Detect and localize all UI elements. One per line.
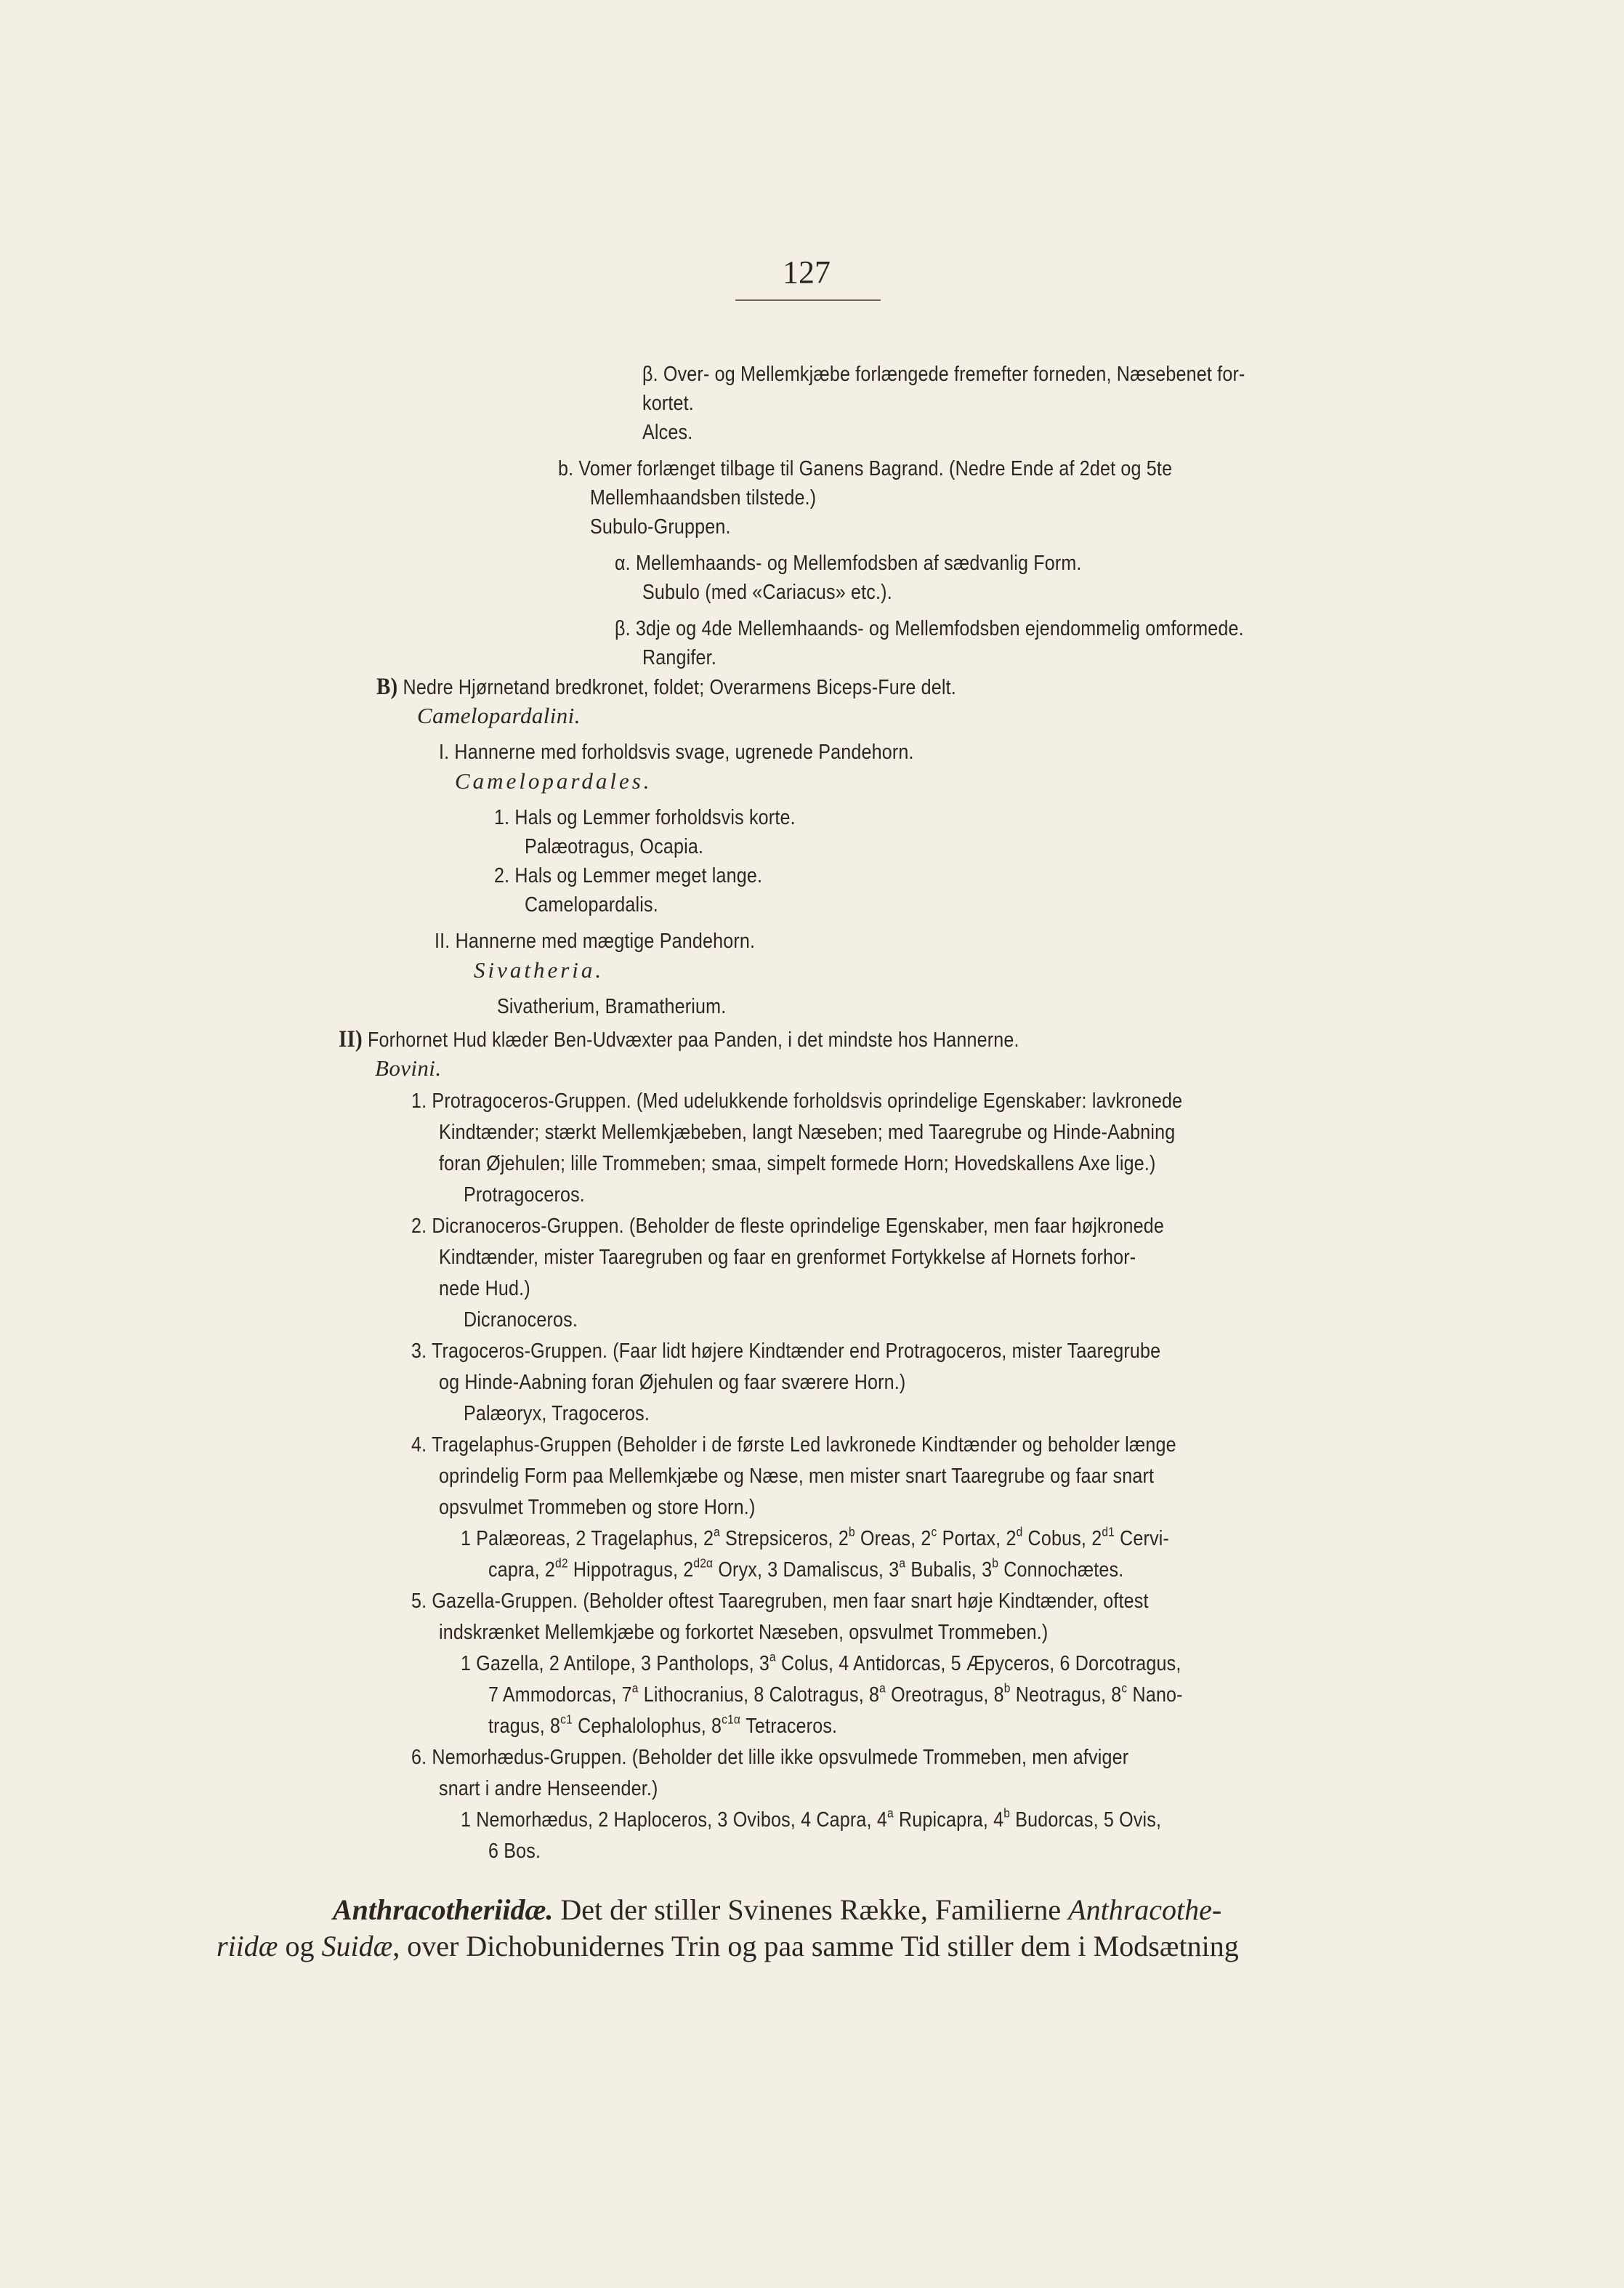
text-line: Dicranoceros. bbox=[464, 1308, 578, 1332]
closing-paragraph-line-1 bbox=[333, 1893, 1221, 1928]
text-line: 2. Hals og Lemmer meget lange. bbox=[494, 864, 763, 887]
text-line: capra, $2^{d2}$ Hippotragus, $2^{d2\alpha}$ Oryx, 3 Damaliscus, 3$^a$ Bubalis, 3$^b$ Connochætes. bbox=[488, 1555, 1124, 1582]
text-line: 4. Tragelaphus-Gruppen (Beholder i de første Led lavkronede Kindtænder og beholder længe bbox=[411, 1433, 1176, 1457]
text-line: β. 3dje og 4de Mellemhaands- og Mellemfodsben ejendommelig omformede. bbox=[615, 617, 1244, 640]
text-line: 3. Tragoceros-Gruppen. (Faar lidt højere Kindtænder end Protragoceros, mister Taaregrube bbox=[411, 1340, 1161, 1363]
text-line: Sivatheria. bbox=[474, 957, 605, 983]
text-line: Palæoryx, Tragoceros. bbox=[464, 1402, 650, 1425]
text-line: Kindtænder; stærkt Mellemkjæbeben, langt Næseben; med Taaregrube og Hinde-Aabning bbox=[439, 1121, 1176, 1144]
text-line: Camelopardales. bbox=[455, 768, 653, 794]
text-line: nede Hud.) bbox=[439, 1277, 530, 1300]
text-line: 1 Gazella, 2 Antilope, 3 Pantholops, 3$^a$ Colus, 4 Antidorcas, 5 Æpyceros, 6 Dorcotragus, bbox=[461, 1649, 1181, 1675]
text-line: 2. Dicranoceros-Gruppen. (Beholder de fleste oprindelige Egenskaber, men faar højkronede bbox=[411, 1215, 1164, 1238]
text-line: II) Forhornet Hud klæder Ben-Udvæxter paa Panden, i det mindste hos Hannerne. bbox=[339, 1026, 1019, 1052]
closing-text-1a: Det der stiller Svinenes Række, Familierne bbox=[553, 1893, 1069, 1926]
text-line: Sivatherium, Bramatherium. bbox=[497, 995, 727, 1018]
text-line: 1. Protragoceros-Gruppen. (Med udelukkende forholdsvis oprindelige Egenskaber: lavkronede bbox=[411, 1089, 1183, 1113]
text-line: Subulo (med «Cariacus» etc.). bbox=[642, 581, 892, 604]
text-line: Alces. bbox=[642, 421, 693, 444]
closing-text-2a: riidæ bbox=[217, 1930, 278, 1962]
text-line: 6 Bos. bbox=[488, 1840, 541, 1863]
section-heading: Anthracotheriidæ. bbox=[333, 1893, 554, 1926]
text-line: 6. Nemorhædus-Gruppen. (Beholder det lille ikke opsvulmede Trommeben, men afviger bbox=[411, 1746, 1129, 1769]
text-line: foran Øjehulen; lille Trommeben; smaa, simpelt formede Horn; Hovedskallens Axe lige.) bbox=[439, 1152, 1156, 1175]
closing-text-2c: Suidæ bbox=[321, 1930, 393, 1962]
text-line: β. Over- og Mellemkjæbe forlængede fremefter forneden, Næsebenet for- bbox=[642, 363, 1245, 386]
page-number: 127 bbox=[783, 254, 831, 290]
closing-paragraph-line-2 bbox=[217, 1929, 1239, 1964]
text-line: opsvulmet Trommeben og store Horn.) bbox=[439, 1496, 756, 1519]
closing-text-1b: Anthracothe- bbox=[1068, 1893, 1222, 1926]
text-line: tragus, $8^{c1}$ Cephalolophus, $8^{c1\alpha}$ Tetraceros. bbox=[488, 1712, 838, 1738]
text-line: 1 Palæoreas, 2 Tragelaphus, 2$^a$ Strepsiceros, 2$^b$ Oreas, 2$^c$ Portax, 2$^d$ Cobus, $2^{d1}$ Cervi- bbox=[461, 1524, 1170, 1550]
text-line: α. Mellemhaands- og Mellemfodsben af sædvanlig Form. bbox=[615, 552, 1082, 575]
closing-text-2b: og bbox=[278, 1930, 322, 1962]
text-line: Camelopardalini. bbox=[417, 703, 581, 728]
text-line: I. Hannerne med forholdsvis svage, ugrenede Pandehorn. bbox=[439, 741, 914, 764]
text-line: og Hinde-Aabning foran Øjehulen og faar sværere Horn.) bbox=[439, 1371, 906, 1394]
text-line: B) Nedre Hjørnetand bredkronet, foldet; Overarmens Biceps-Fure delt. bbox=[376, 674, 956, 700]
text-line: Mellemhaandsben tilstede.) bbox=[590, 486, 817, 509]
text-line: Subulo-Gruppen. bbox=[590, 515, 731, 539]
page-number-rule bbox=[735, 299, 881, 301]
text-line: 1. Hals og Lemmer forholdsvis korte. bbox=[494, 806, 796, 829]
text-line: II. Hannerne med mægtige Pandehorn. bbox=[435, 930, 756, 953]
text-line: oprindelig Form paa Mellemkjæbe og Næse, men mister snart Taaregrube og faar snart bbox=[439, 1465, 1155, 1488]
text-line: Kindtænder, mister Taaregruben og faar en grenformet Fortykkelse af Hornets forhor- bbox=[439, 1246, 1136, 1269]
text-line: indskrænket Mellemkjæbe og forkortet Næseben, opsvulmet Trommeben.) bbox=[439, 1621, 1049, 1644]
closing-text-2d: , over Dichobunidernes Trin og paa samme Tid stiller dem i Modsætning bbox=[392, 1930, 1239, 1962]
text-line: Camelopardalis. bbox=[525, 893, 658, 917]
text-line: b. Vomer forlænget tilbage til Ganens Bagrand. (Nedre Ende af 2det og 5te bbox=[558, 457, 1173, 480]
text-line: snart i andre Henseender.) bbox=[439, 1777, 658, 1800]
text-line: 7 Ammodorcas, 7$^a$ Lithocranius, 8 Calotragus, 8$^a$ Oreotragus, 8$^b$ Neotragus, 8$^c$ Nano- bbox=[488, 1680, 1183, 1707]
text-line: Rangifer. bbox=[642, 646, 716, 669]
text-line: kortet. bbox=[642, 392, 694, 415]
text-line: Palæotragus, Ocapia. bbox=[525, 835, 704, 858]
text-line: Protragoceros. bbox=[464, 1183, 585, 1207]
text-line: 1 Nemorhædus, 2 Haploceros, 3 Ovibos, 4 Capra, 4$^a$ Rupicapra, 4$^b$ Budorcas, 5 Ovis, bbox=[461, 1805, 1162, 1832]
text-line: 5. Gazella-Gruppen. (Beholder oftest Taaregruben, men faar snart høje Kindtænder, oftest bbox=[411, 1590, 1149, 1613]
text-line: Bovini. bbox=[375, 1055, 442, 1081]
